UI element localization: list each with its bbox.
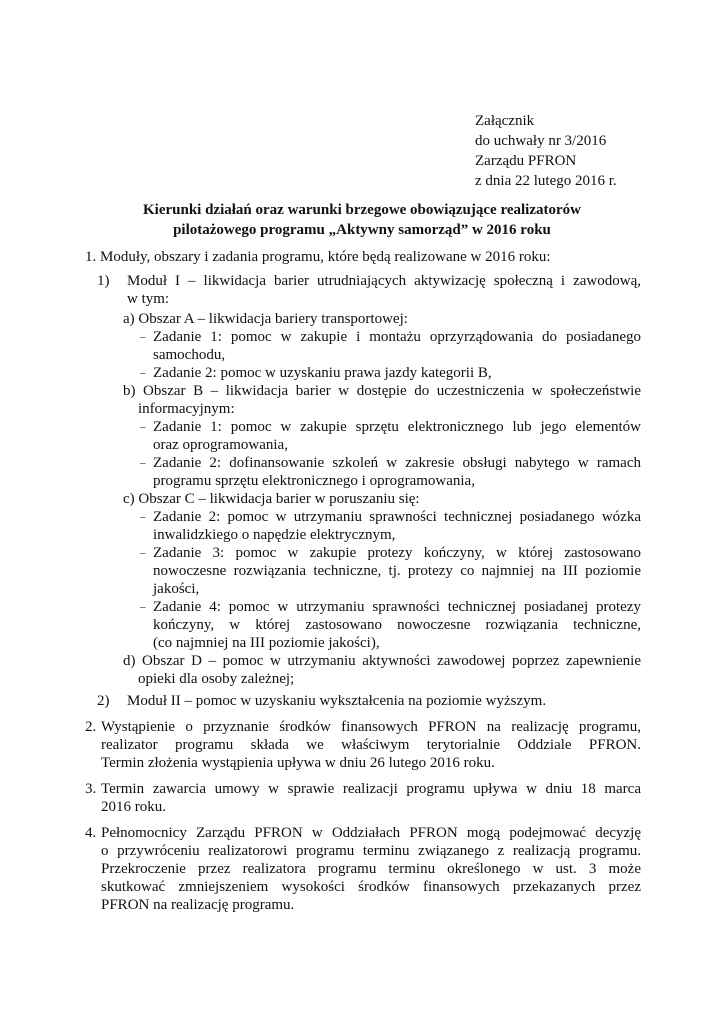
attachment-header bbox=[475, 111, 617, 191]
module-2-number: 2) bbox=[97, 693, 110, 709]
task-line: samochodu, bbox=[153, 347, 226, 363]
dash-marker: – bbox=[140, 511, 146, 523]
task-line: Zadanie 1: pomoc w zakupie i montażu oprzyrządowania do posiadanego bbox=[153, 329, 641, 345]
section-3-line: 2016 roku. bbox=[101, 799, 166, 815]
area-d-label: d) Obszar D – pomoc w utrzymaniu aktywności zawodowej poprzez zapewnienie bbox=[123, 653, 641, 669]
module-2-line: Moduł II – pomoc w uzyskaniu wykształcenia na poziomie wyższym. bbox=[127, 693, 547, 709]
area-d-label: opieki dla osoby zależnej; bbox=[138, 671, 295, 687]
section-3 bbox=[85, 780, 641, 816]
section-4-number: 4. bbox=[85, 825, 97, 841]
area-c-task-3 bbox=[85, 544, 641, 598]
area-a-task-1 bbox=[85, 328, 641, 364]
title-line: Kierunki działań oraz warunki brzegowe obowiązujące realizatorów bbox=[142, 202, 581, 218]
task-line: kończyny, w której zastosowano nowoczesne rozwiązania techniczne, bbox=[153, 617, 641, 633]
dash-marker: – bbox=[140, 601, 146, 613]
task-line: programu sprzętu elektronicznego i oprogramowania, bbox=[153, 473, 475, 489]
task-line: inwalidzkiego o napędzie elektrycznym, bbox=[153, 527, 396, 543]
task-line: (co najmniej na III poziomie jakości), bbox=[153, 635, 380, 651]
attachment-line: do uchwały nr 3/2016 bbox=[475, 133, 607, 149]
attachment-line: Załącznik bbox=[475, 113, 535, 129]
task-line: Zadanie 2: pomoc w utrzymaniu sprawności technicznej posiadanego wózka bbox=[153, 509, 641, 525]
module-1-number: 1) bbox=[97, 273, 110, 289]
dash-marker: – bbox=[140, 547, 146, 559]
module-2 bbox=[85, 692, 641, 710]
area-b-label: b) Obszar B – likwidacja barier w dostępie do uczestniczenia w społeczeństwie bbox=[123, 383, 641, 399]
task-line: Zadanie 2: dofinansowanie szkoleń w zakresie obsługi nabytego w ramach bbox=[153, 455, 641, 471]
task-line: Zadanie 4: pomoc w utrzymaniu sprawności technicznej posiadanej protezy bbox=[153, 599, 641, 615]
attachment-line: z dnia 22 lutego 2016 r. bbox=[475, 173, 617, 189]
section-3-number: 3. bbox=[85, 781, 97, 797]
attachment-line: Zarządu PFRON bbox=[475, 153, 577, 169]
area-c-task-2 bbox=[85, 508, 641, 544]
section-2 bbox=[85, 718, 641, 772]
area-c-label: c) Obszar C – likwidacja barier w poruszaniu się: bbox=[123, 491, 420, 507]
dash-marker: – bbox=[140, 367, 146, 379]
document-body bbox=[85, 248, 641, 914]
module-1-line: Moduł I – likwidacja barier utrudniających aktywizację społeczną i zawodową, bbox=[127, 273, 641, 289]
dash-marker: – bbox=[140, 421, 146, 433]
section-2-line: Wystąpienie o przyznanie środków finansowych PFRON na realizację programu, bbox=[101, 719, 641, 735]
area-a bbox=[85, 310, 641, 328]
task-line: Zadanie 2: pomoc w uzyskaniu prawa jazdy kategorii B, bbox=[153, 365, 492, 381]
section-3-line: Termin zawarcia umowy w sprawie realizacji programu upływa w dniu 18 marca bbox=[101, 781, 641, 797]
area-d bbox=[85, 652, 641, 688]
module-1-line: w tym: bbox=[127, 291, 170, 307]
section-4 bbox=[85, 824, 641, 914]
area-b bbox=[85, 382, 641, 418]
area-c-task-4 bbox=[85, 598, 641, 652]
task-line: jakości, bbox=[153, 581, 200, 597]
dash-marker: – bbox=[140, 331, 146, 343]
task-line: Zadanie 3: pomoc w zakupie protezy kończyny, w której zastosowano bbox=[153, 545, 641, 561]
document-title bbox=[100, 200, 624, 240]
dash-marker: – bbox=[140, 457, 146, 469]
task-line: oraz oprogramowania, bbox=[153, 437, 288, 453]
section-4-line: PFRON na realizację programu. bbox=[101, 897, 295, 913]
section-2-line: Termin złożenia wystąpienia upływa w dniu 26 lutego 2016 roku. bbox=[101, 755, 495, 771]
area-b-label: informacyjnym: bbox=[138, 401, 235, 417]
section-4-line: Przekroczenie przez realizatora programu terminu określonego w ust. 3 może bbox=[101, 861, 641, 877]
task-line: nowoczesne rozwiązania techniczne, tj. protezy co najmniej na III poziomie bbox=[153, 563, 641, 579]
area-b-task-2 bbox=[85, 454, 641, 490]
area-a-task-2 bbox=[85, 364, 641, 382]
area-a-label: a) Obszar A – likwidacja bariery transportowej: bbox=[123, 311, 408, 327]
area-b-task-1 bbox=[85, 418, 641, 454]
section-2-line: realizator programu składa we właściwym terytorialnie Oddziale PFRON. bbox=[101, 737, 641, 753]
section-4-line: Pełnomocnicy Zarządu PFRON w Oddziałach PFRON mogą podejmować decyzję bbox=[101, 825, 641, 841]
section-4-line: o przywróceniu realizatorowi programu terminu związanego z realizacją programu. bbox=[101, 843, 641, 859]
area-c bbox=[85, 490, 641, 508]
title-line: pilotażowego programu „Aktywny samorząd” w 2016 roku bbox=[173, 222, 551, 238]
section-1-heading: 1. Moduły, obszary i zadania programu, które będą realizowane w 2016 roku: bbox=[85, 249, 551, 265]
section-4-line: skutkować zmniejszeniem wysokości środków finansowych przekazanych przez bbox=[101, 879, 641, 895]
task-line: Zadanie 1: pomoc w zakupie sprzętu elektronicznego lub jego elementów bbox=[153, 419, 641, 435]
module-1 bbox=[85, 272, 641, 308]
section-2-number: 2. bbox=[85, 719, 97, 735]
